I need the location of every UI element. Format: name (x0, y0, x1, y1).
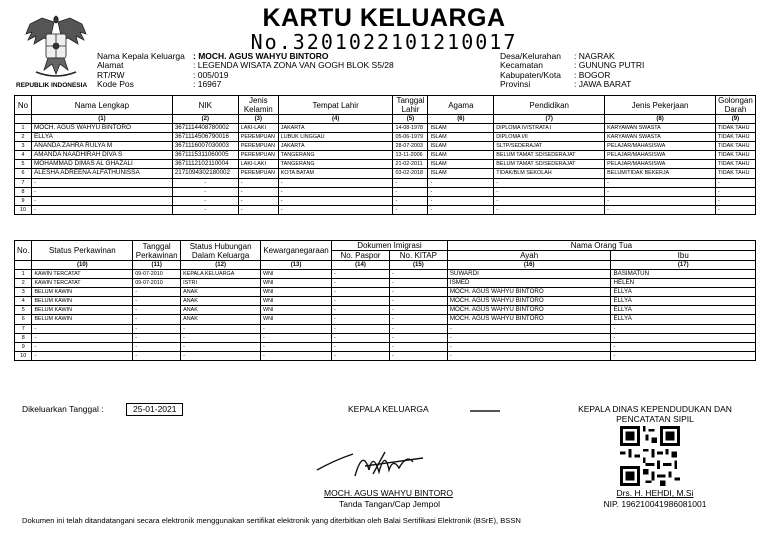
table-row (15, 279, 756, 288)
table-row (15, 151, 756, 160)
head-of-family-sign-label: KEPALA KELUARGA (348, 404, 429, 414)
table-cell: 2171094302180002 (172, 169, 238, 178)
field-label: Alamat (97, 60, 124, 71)
table-cell: - (428, 187, 494, 196)
table-cell: - (393, 187, 428, 196)
table-cell: - (181, 324, 261, 333)
col-header: Kewarganegaraan (261, 241, 332, 261)
table-cell: 03-02-2018 (393, 169, 428, 178)
table-cell: 10 (15, 205, 32, 214)
table-cell: 09-07-2010 (133, 279, 181, 288)
field-label: RT/RW (97, 69, 125, 80)
family-info-left (97, 52, 394, 90)
table-cell: 8 (15, 333, 32, 342)
qr-code-icon (620, 426, 680, 486)
table-cell: 6 (15, 315, 32, 324)
column-number: (3) (238, 115, 278, 124)
table-cell: ELLYA (31, 133, 172, 142)
table-cell: BELUM TAMAT SD/SEDERAJAT (494, 160, 605, 169)
table-cell: - (172, 187, 238, 196)
civil-status-table (14, 240, 756, 361)
table-cell: 28-07-2003 (393, 142, 428, 151)
table-cell: 5 (15, 160, 32, 169)
province-value: : JAWA BARAT (574, 79, 632, 90)
table-cell: MOCH. AGUS WAHYU BINTORO (447, 288, 611, 297)
table-cell: - (447, 342, 611, 351)
table-cell: 6 (15, 169, 32, 178)
column-number: (17) (611, 261, 756, 270)
table-cell: 5 (15, 306, 32, 315)
table-row (15, 205, 756, 214)
rt-rw-value: : 005/019 (193, 69, 229, 80)
col-header: Tanggal Perkawinan (133, 241, 181, 261)
table-cell: BELUM KAWIN (32, 315, 133, 324)
table-cell: MOCH. AGUS WAHYU BINTORO (31, 124, 172, 133)
head-of-family-value: : MOCH. AGUS WAHYU BINTORO (193, 51, 329, 61)
table-cell: ISLAM (428, 133, 494, 142)
col-header: Nama Orang Tua (447, 241, 755, 251)
table-cell: - (133, 333, 181, 342)
table-cell: - (332, 306, 390, 315)
signature-caption: Tanda Tangan/Cap Jempol (339, 499, 440, 509)
table-cell: HELEN (611, 279, 756, 288)
col-header: Status Hubungan Dalam Keluarga (181, 241, 261, 261)
table-row (15, 333, 756, 342)
table-cell: TIDAK TAHU (715, 151, 755, 160)
table-cell: 7 (15, 324, 32, 333)
column-number: (2) (172, 115, 238, 124)
table-cell: - (393, 178, 428, 187)
table-cell: PELAJAR/MAHASISWA (605, 142, 716, 151)
table-row (15, 124, 756, 133)
table-cell: TIDAK TAHU (715, 124, 755, 133)
column-number: (15) (389, 261, 447, 270)
table-cell: - (611, 342, 756, 351)
table-cell: ELLYA (611, 315, 756, 324)
table-cell: - (389, 288, 447, 297)
column-number-row (15, 261, 756, 270)
table-cell: - (32, 333, 133, 342)
table-cell: LUBUK LINGGAU (278, 133, 393, 142)
table-row (15, 160, 756, 169)
table-cell: 3 (15, 142, 32, 151)
table-cell: ISMED (447, 279, 611, 288)
address-row (97, 61, 394, 70)
table-cell: 1 (15, 270, 32, 279)
col-header: Nama Lengkap (31, 96, 172, 115)
table-cell: PEREMPUAN (238, 142, 278, 151)
table-cell: TIDAK/BLM SEKOLAH (494, 169, 605, 178)
column-number: (7) (494, 115, 605, 124)
col-header: Tanggal Lahir (393, 96, 428, 115)
col-header: NIK (172, 96, 238, 115)
table-cell: 3671114506790016 (172, 133, 238, 142)
table-cell: 2 (15, 279, 32, 288)
table-cell: LAKI-LAKI (238, 124, 278, 133)
table-cell: BELUM KAWIN (32, 288, 133, 297)
table-cell: - (332, 270, 390, 279)
table-row (15, 169, 756, 178)
table-cell: ISLAM (428, 151, 494, 160)
table-cell: KEPALA KELUARGA (181, 270, 261, 279)
column-number: (10) (32, 261, 133, 270)
table-cell: 3671116007030003 (172, 142, 238, 151)
table-cell: ELLYA (611, 288, 756, 297)
table-cell: ANAK (181, 288, 261, 297)
table-row (15, 288, 756, 297)
table-cell: - (393, 205, 428, 214)
table-cell: WNI (261, 306, 332, 315)
table-cell: - (238, 178, 278, 187)
col-header: Jenis Pekerjaan (605, 96, 716, 115)
table-cell: - (261, 351, 332, 360)
table-cell: 21-02-2011 (393, 160, 428, 169)
table-cell: TIDAK TAHU (715, 169, 755, 178)
table-cell: ISTRI (181, 279, 261, 288)
table-cell: - (389, 324, 447, 333)
table-row (15, 351, 756, 360)
table-cell: 3671115311060005 (172, 151, 238, 160)
dukcapil-office-label-1: KEPALA DINAS KEPENDUDUKAN DAN (578, 404, 732, 414)
table-cell: - (332, 333, 390, 342)
column-number: (13) (261, 261, 332, 270)
table-cell: - (181, 351, 261, 360)
table-cell: ALESHA ADREENA ALFATHUNISSA (31, 169, 172, 178)
col-header: No. KITAP (389, 251, 447, 261)
table-cell: - (181, 333, 261, 342)
table-cell: 9 (15, 342, 32, 351)
table-cell: 13-11-2006 (393, 151, 428, 160)
table-cell: - (332, 297, 390, 306)
table-cell: WNI (261, 297, 332, 306)
table-cell: - (332, 324, 390, 333)
table-cell: - (172, 205, 238, 214)
table-cell: - (32, 351, 133, 360)
table-cell: - (278, 187, 393, 196)
official-nip: NIP. 196210041986081001 (603, 499, 707, 509)
table-row (15, 324, 756, 333)
district-value: : GUNUNG PUTRI (574, 60, 645, 71)
table-row (15, 187, 756, 196)
table-cell: - (261, 333, 332, 342)
table-cell: TIDAK TAHU (715, 133, 755, 142)
table-cell: - (278, 178, 393, 187)
table-cell: - (605, 187, 716, 196)
table-cell: MOCH. AGUS WAHYU BINTORO (447, 315, 611, 324)
table-cell: - (611, 324, 756, 333)
village-value: : NAGRAK (574, 51, 615, 61)
column-number: (12) (181, 261, 261, 270)
table-cell: - (389, 297, 447, 306)
table-cell: - (133, 288, 181, 297)
table-cell: - (32, 324, 133, 333)
table-cell: BASIMATUN (611, 270, 756, 279)
table-cell: - (389, 315, 447, 324)
table-cell: - (389, 351, 447, 360)
electronic-signature-disclaimer: Dokumen ini telah ditandatangani secara elektronik menggunakan sertifikat elektronik yang diterbitkan oleh Balai Sertifikasi Elektronik (BSrE), BSSN (22, 516, 521, 525)
kk-number: No.3201022101210017 (250, 30, 518, 54)
table-cell: SUWARDI (447, 270, 611, 279)
table-cell: - (494, 178, 605, 187)
column-number: (11) (133, 261, 181, 270)
table-cell: 4 (15, 151, 32, 160)
table-cell: - (605, 178, 716, 187)
table-cell: - (32, 342, 133, 351)
table-cell: 10 (15, 351, 32, 360)
table-cell: - (428, 196, 494, 205)
table-cell: TIDAK TAHU (715, 142, 755, 151)
civil-status-table-body (15, 261, 756, 361)
table-cell: - (238, 187, 278, 196)
col-header: No. (15, 241, 32, 261)
table-cell: - (133, 324, 181, 333)
table-cell: - (31, 187, 172, 196)
rt-rw-row (97, 71, 394, 80)
column-number (15, 261, 32, 270)
table-cell: DIPLOMA IV/STRATA I (494, 124, 605, 133)
table-cell: - (238, 205, 278, 214)
table-cell: SLTP/SEDERAJAT (494, 142, 605, 151)
family-info-right (500, 52, 644, 90)
head-of-family-sign-name: MOCH. AGUS WAHYU BINTORO (324, 488, 453, 498)
table-cell: - (389, 333, 447, 342)
column-number: (5) (393, 115, 428, 124)
members-table (14, 95, 756, 215)
column-number (15, 115, 32, 124)
field-label: Kecamatan (500, 60, 543, 71)
column-number: (8) (605, 115, 716, 124)
table-cell: ISLAM (428, 142, 494, 151)
table-cell: KOTA BATAM (278, 169, 393, 178)
col-header: Ibu (611, 251, 756, 261)
field-label: Desa/Kelurahan (500, 51, 561, 61)
field-label: Provinsi (500, 79, 531, 90)
table-cell: BELUM KAWIN (32, 297, 133, 306)
table-cell: - (332, 288, 390, 297)
table-cell: JAKARTA (278, 124, 393, 133)
field-label: Nama Kepala Keluarga (97, 51, 185, 61)
table-row (15, 342, 756, 351)
table-cell: 09-07-2010 (133, 270, 181, 279)
table-cell: - (715, 196, 755, 205)
table-cell: PEREMPUAN (238, 133, 278, 142)
table-cell: - (332, 315, 390, 324)
table-cell: - (611, 333, 756, 342)
table-cell: 14-08-1978 (393, 124, 428, 133)
table-cell: KAWIN TERCATAT (32, 279, 133, 288)
issued-date: 25-01-2021 (126, 403, 183, 416)
table-cell: ISLAM (428, 124, 494, 133)
column-number: (9) (715, 115, 755, 124)
table-cell: ANAK (181, 297, 261, 306)
table-cell: - (238, 196, 278, 205)
table-row (15, 133, 756, 142)
table-cell: PEREMPUAN (238, 151, 278, 160)
col-header: No. Paspor (332, 251, 390, 261)
table-cell: JAKARTA (278, 142, 393, 151)
table-cell: - (605, 205, 716, 214)
table-cell: ISLAM (428, 160, 494, 169)
col-header: Agama (428, 96, 494, 115)
table-cell: ELLYA (611, 297, 756, 306)
column-number: (4) (278, 115, 393, 124)
table-cell: - (605, 196, 716, 205)
table-cell: - (715, 178, 755, 187)
table-cell: PEREMPUAN (238, 169, 278, 178)
table-cell: - (172, 178, 238, 187)
col-header: Ayah (447, 251, 611, 261)
table-cell: - (261, 324, 332, 333)
table-cell: - (389, 306, 447, 315)
col-header: Pendidikan (494, 96, 605, 115)
table-cell: 3 (15, 288, 32, 297)
table-cell: 9 (15, 196, 32, 205)
document-title: KARTU KELUARGA (262, 4, 506, 32)
table-cell: KAWIN TERCATAT (32, 270, 133, 279)
table-cell: KARYAWAN SWASTA (605, 133, 716, 142)
postal-code-row (97, 80, 394, 89)
table-cell: - (332, 342, 390, 351)
column-number: (14) (332, 261, 390, 270)
table-cell: - (447, 324, 611, 333)
table-cell: - (172, 196, 238, 205)
table-cell: - (393, 196, 428, 205)
col-header: Jenis Kelamin (238, 96, 278, 115)
col-header: Status Perkawinan (32, 241, 133, 261)
table-cell: WNI (261, 279, 332, 288)
address-value: : LEGENDA WISATA ZONA VAN GOGH BLOK S5/28 (193, 60, 394, 71)
table-cell: 3671112102110004 (172, 160, 238, 169)
table-cell: - (332, 279, 390, 288)
col-header: No (15, 96, 32, 115)
table-cell: - (428, 178, 494, 187)
column-number-row (15, 115, 756, 124)
table-cell: - (389, 342, 447, 351)
table-cell: ANAK (181, 306, 261, 315)
official-name: Drs. H. HEHDI, M.Si (616, 488, 694, 498)
table-cell: - (447, 333, 611, 342)
table-cell: MOCH. AGUS WAHYU BINTORO (447, 306, 611, 315)
table-cell: - (181, 342, 261, 351)
table-cell: - (133, 315, 181, 324)
table-cell: LAKI-LAKI (238, 160, 278, 169)
table-cell: - (428, 205, 494, 214)
table-cell: WNI (261, 270, 332, 279)
table-cell: - (278, 196, 393, 205)
table-cell: - (278, 205, 393, 214)
table-row (15, 196, 756, 205)
table-cell: WNI (261, 288, 332, 297)
table-cell: - (494, 196, 605, 205)
table-cell: - (332, 351, 390, 360)
table-cell: ELLYA (611, 306, 756, 315)
table-cell: - (133, 351, 181, 360)
col-header: Dokumen Imigrasi (332, 241, 448, 251)
members-table-body (15, 115, 756, 215)
table-cell: BELUM/TIDAK BEKERJA (605, 169, 716, 178)
table-cell: - (133, 297, 181, 306)
table-cell: - (31, 178, 172, 187)
table-cell: - (31, 196, 172, 205)
table-cell: 7 (15, 178, 32, 187)
table-cell: ANANDA ZAHRA RULYA M (31, 142, 172, 151)
table-cell: 05-06-1979 (393, 133, 428, 142)
table-cell: - (715, 205, 755, 214)
province-row (500, 80, 644, 89)
table-cell: - (389, 279, 447, 288)
table-cell: 4 (15, 297, 32, 306)
col-header: Tempat Lahir (278, 96, 393, 115)
table-row (15, 178, 756, 187)
table-cell: DIPLOMA I/II (494, 133, 605, 142)
table-cell: ISLAM (428, 169, 494, 178)
table-cell: PELAJAR/MAHASISWA (605, 151, 716, 160)
table-cell: - (715, 187, 755, 196)
table-row (15, 315, 756, 324)
table-cell: 3671114408780002 (172, 124, 238, 133)
table-cell: 8 (15, 187, 32, 196)
table-cell: BELUM KAWIN (32, 306, 133, 315)
table-cell: MOCH. AGUS WAHYU BINTORO (447, 297, 611, 306)
table-row (15, 306, 756, 315)
table-cell: - (133, 306, 181, 315)
field-label: Kode Pos (97, 79, 134, 90)
table-row (15, 270, 756, 279)
col-header: Golongan Darah (715, 96, 755, 115)
table-cell: BELUM TAMAT SD/SEDERAJAT (494, 151, 605, 160)
table-cell: - (389, 270, 447, 279)
table-cell: - (31, 205, 172, 214)
table-cell: TIDAK TAHU (715, 160, 755, 169)
table-cell: - (261, 342, 332, 351)
table-cell: - (494, 205, 605, 214)
table-cell: TANGERANG (278, 151, 393, 160)
table-row (15, 297, 756, 306)
table-row (15, 142, 756, 151)
column-number: (1) (31, 115, 172, 124)
regency-value: : BOGOR (574, 69, 611, 80)
postal-code-value: : 16967 (193, 79, 222, 90)
table-cell: 2 (15, 133, 32, 142)
table-cell: - (611, 351, 756, 360)
table-cell: ANAK (181, 315, 261, 324)
issued-date-label: Dikeluarkan Tanggal : (22, 404, 104, 414)
garuda-emblem-icon (22, 10, 90, 80)
table-cell: TANGERANG (278, 160, 393, 169)
dukcapil-office-label-2: PENCATATAN SIPIL (616, 414, 694, 424)
divider (470, 410, 500, 412)
table-cell: MOHAMMAD DIMAS AL GHAZALI (31, 160, 172, 169)
table-cell: - (494, 187, 605, 196)
republik-label: REPUBLIK INDONESIA (16, 82, 88, 89)
table-cell: AMANDA NAADHIRAH DIVA S (31, 151, 172, 160)
signature-icon (315, 440, 445, 485)
table-cell: - (447, 351, 611, 360)
field-label: Kabupaten/Kota (500, 69, 561, 80)
column-number: (6) (428, 115, 494, 124)
table-cell: - (133, 342, 181, 351)
column-number: (16) (447, 261, 611, 270)
table-cell: PELAJAR/MAHASISWA (605, 160, 716, 169)
table-cell: KARYAWAN SWASTA (605, 124, 716, 133)
table-cell: WNI (261, 315, 332, 324)
table-cell: 1 (15, 124, 32, 133)
